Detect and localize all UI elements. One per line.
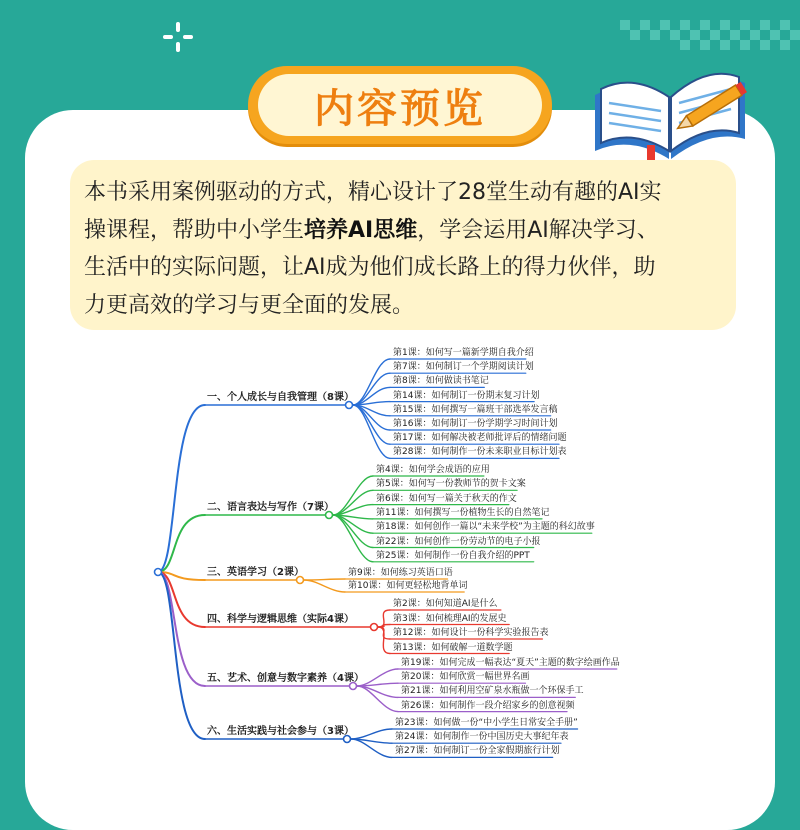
lesson-item: 第17课：如何解决被老师批评后的情绪问题 bbox=[393, 433, 567, 444]
connector-line bbox=[357, 686, 398, 712]
connector-line bbox=[353, 373, 390, 405]
lesson-item: 第24课：如何制作一份中国历史大事纪年表 bbox=[395, 732, 569, 743]
lesson-item: 第1课：如何写一篇新学期自我介绍 bbox=[393, 348, 534, 358]
lesson-item: 第4课：如何学会成语的应用 bbox=[376, 465, 490, 475]
lesson-item: 第11课：如何撰写一份植物生长的自然笔记 bbox=[376, 507, 550, 518]
lesson-item: 第26课：如何制作一段介绍家乡的创意视频 bbox=[401, 700, 575, 711]
lesson-item: 第22课：如何创作一份劳动节的电子小报 bbox=[376, 536, 541, 547]
book-pencil-icon bbox=[585, 55, 755, 165]
lesson-item: 第12课：如何设计一份科学实验报告表 bbox=[393, 628, 549, 638]
intro-line-2b: ，学会运用AI解决学习、 bbox=[417, 217, 659, 243]
intro-box bbox=[70, 160, 736, 330]
lesson-item: 第7课：如何制订一个学期阅读计划 bbox=[393, 362, 534, 373]
lesson-item: 第27课：如何制订一份全家假期旅行计划 bbox=[395, 746, 560, 757]
intro-highlight: 培养AI思维 bbox=[304, 217, 418, 243]
connector-line bbox=[378, 627, 390, 654]
lesson-item: 第16课：如何制订一份学期学习时间计划 bbox=[393, 419, 558, 429]
lesson-item: 第8课：如何做读书笔记 bbox=[393, 376, 489, 387]
lesson-item: 第13课：如何破解一道数学题 bbox=[393, 642, 513, 653]
node-dot bbox=[155, 569, 162, 576]
intro-line-4: 力更高效的学习与更全面的发展。 bbox=[84, 292, 415, 318]
node-dot bbox=[371, 624, 378, 631]
lesson-item: 第15课：如何撰写一篇班干部选举发言稿 bbox=[393, 404, 558, 415]
intro-line-3: 生活中的实际问题，让AI成为他们成长路上的得力伙伴，助 bbox=[84, 255, 656, 280]
lesson-item: 第9课：如何练习英语口语 bbox=[348, 568, 453, 578]
connector-line bbox=[304, 579, 345, 580]
lesson-item: 第14课：如何制订一份期末复习计划 bbox=[393, 390, 540, 401]
title-badge bbox=[248, 66, 552, 144]
intro-line-2a: 操课程，帮助中小学生 bbox=[84, 217, 305, 243]
lesson-item: 第10课：如何更轻松地背单词 bbox=[348, 581, 468, 591]
lesson-item: 第25课：如何制作一份自我介绍的PPT bbox=[376, 550, 530, 561]
lesson-item: 第5课：如何写一份教师节的贺卡文案 bbox=[376, 479, 526, 490]
lesson-item: 第18课：如何创作一篇以“未来学校”为主题的科幻故事 bbox=[376, 522, 595, 533]
lesson-item: 第28课：如何制作一份未来职业目标计划表 bbox=[393, 447, 567, 458]
lesson-item: 第3课：如何梳理AI的发展史 bbox=[393, 613, 507, 624]
branch-label: 三、英语学习（2课） bbox=[207, 567, 304, 578]
lesson-item: 第23课：如何做一份“中小学生日常安全手册” bbox=[395, 718, 578, 728]
connector-line bbox=[158, 405, 205, 572]
branch-label: 二、语言表达与写作（7课） bbox=[207, 502, 334, 513]
connector-line bbox=[353, 405, 390, 458]
page-title: 内容预览 bbox=[314, 85, 486, 132]
connector-line bbox=[353, 359, 390, 405]
connector-line bbox=[304, 580, 345, 592]
lesson-item: 第6课：如何写一篇关于秋天的作文 bbox=[376, 493, 517, 504]
intro-text bbox=[84, 174, 724, 324]
sparkle-icon bbox=[163, 22, 193, 52]
lesson-item: 第20课：如何欣赏一幅世界名画 bbox=[401, 672, 530, 683]
branch-label: 四、科学与逻辑思维（实际4课） bbox=[207, 614, 354, 625]
branch-label: 六、生活实践与社会参与（3课） bbox=[207, 726, 354, 737]
connector-line bbox=[333, 515, 373, 562]
intro-line-1: 本书采用案例驱动的方式，精心设计了28堂生动有趣的AI实 bbox=[84, 180, 662, 205]
branch-label: 一、个人成长与自我管理（8课） bbox=[207, 392, 354, 403]
lesson-item: 第2课：如何知道AI是什么 bbox=[393, 599, 498, 609]
lesson-item: 第19课：如何完成一幅表达“夏天”主题的数字绘画作品 bbox=[401, 658, 620, 668]
branch-label: 五、艺术、创意与数字素养（4课） bbox=[207, 673, 364, 684]
connector-line bbox=[333, 515, 373, 548]
connector-line bbox=[351, 729, 392, 739]
connector-line bbox=[158, 572, 205, 686]
mind-map bbox=[0, 340, 800, 760]
checker-pattern bbox=[620, 20, 800, 60]
lesson-item: 第21课：如何利用空矿泉水瓶做一个环保手工 bbox=[401, 686, 584, 697]
